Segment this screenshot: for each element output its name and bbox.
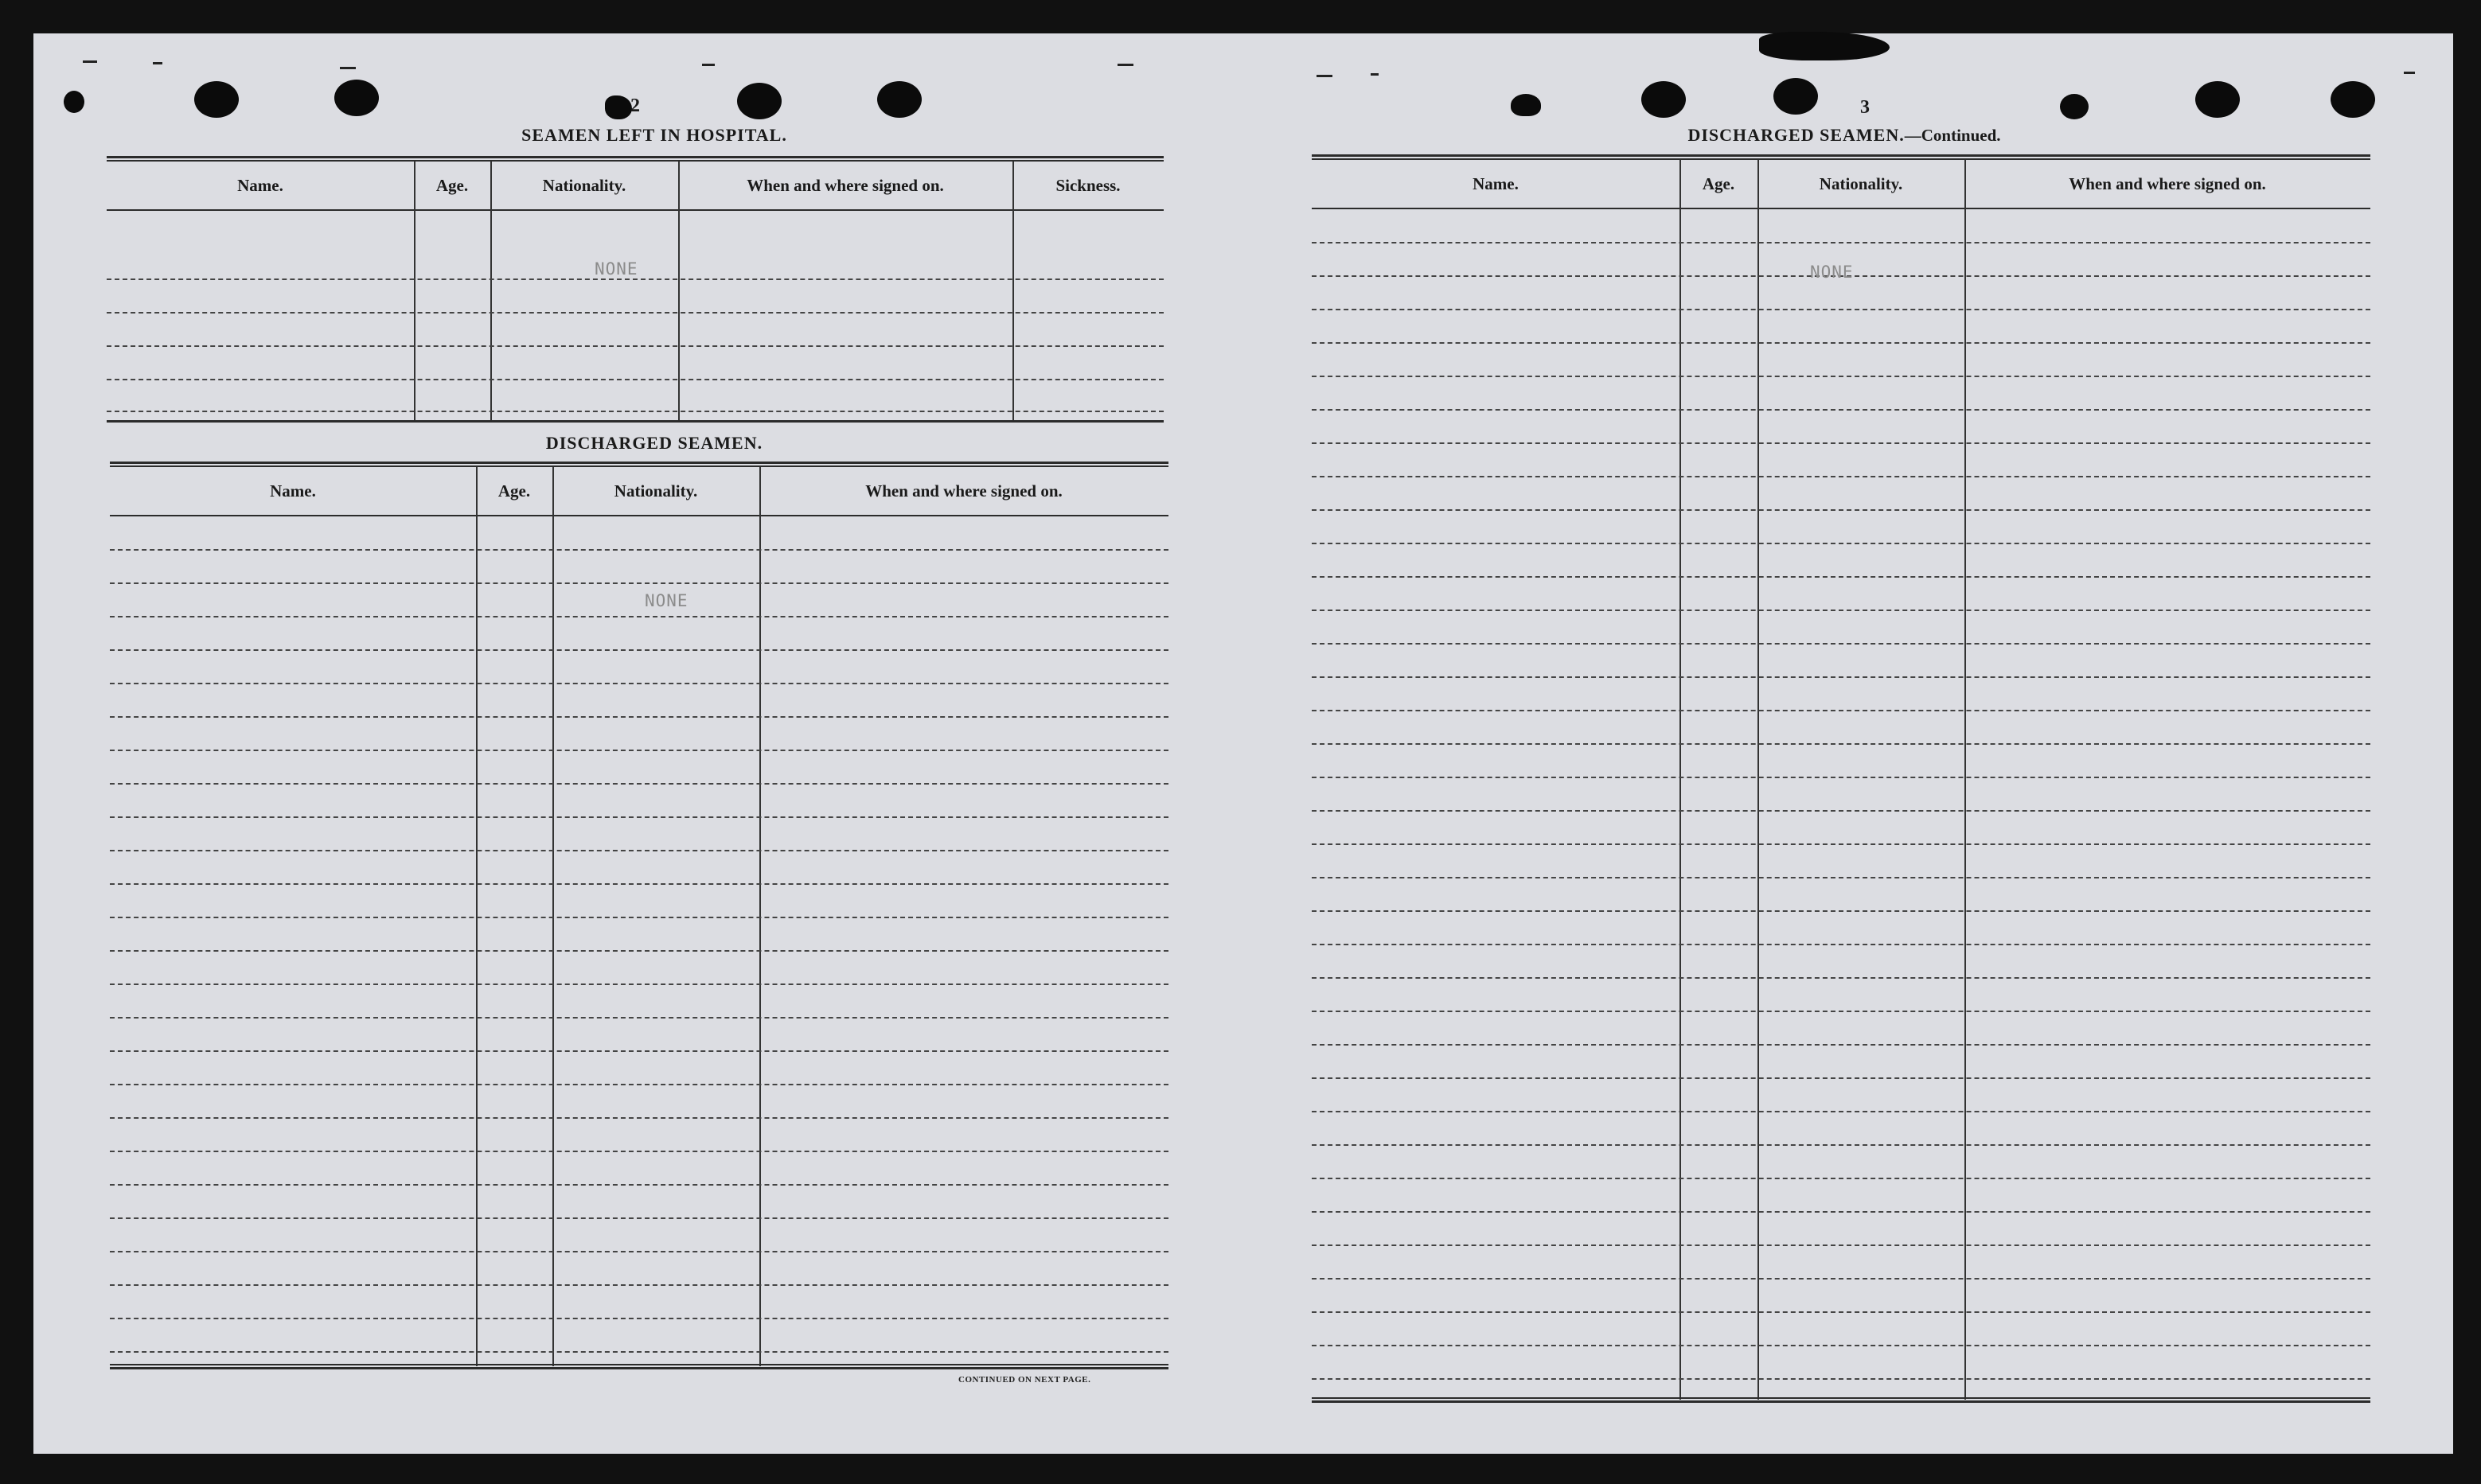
- col-header-name: Name.: [237, 175, 283, 195]
- punch-hole: [1641, 81, 1686, 118]
- page-number: 2: [630, 95, 640, 116]
- torn-edge-stain: [1759, 32, 1890, 60]
- right-page: [1259, 33, 2453, 1454]
- ink-speck: [702, 64, 715, 66]
- hospital-table: [107, 156, 1164, 458]
- ink-speck: [153, 62, 162, 64]
- page-number: 3: [1860, 97, 1870, 118]
- ink-blot: [605, 95, 632, 119]
- punch-hole: [877, 81, 922, 118]
- ink-speck: [1317, 75, 1332, 77]
- col-header-nationality: Nationality.: [542, 175, 626, 195]
- hospital-section-title: SEAMEN LEFT IN HOSPITAL.: [521, 125, 787, 145]
- ink-speck: [1371, 73, 1379, 76]
- col-header-signed-on: When and where signed on.: [2069, 173, 2266, 193]
- col-header-nationality: Nationality.: [1819, 173, 1903, 193]
- punch-hole: [1773, 78, 1818, 115]
- col-header-age: Age.: [497, 481, 531, 501]
- discharged-continued-table: [1312, 154, 2370, 1412]
- col-header-age: Age.: [435, 175, 469, 195]
- col-header-sickness: Sickness.: [1055, 175, 1121, 195]
- ink-blot: [1511, 94, 1541, 116]
- ink-speck: [83, 60, 97, 63]
- title-suffix: —Continued.: [1904, 126, 2001, 145]
- ink-speck: [2404, 72, 2415, 74]
- punch-hole: [64, 91, 84, 113]
- col-header-signed-on: When and where signed on.: [747, 175, 944, 195]
- discharged-continued-nationality-entry: NONE: [1810, 263, 1854, 282]
- discharged-nationality-entry: NONE: [645, 591, 689, 610]
- punch-hole: [2195, 81, 2240, 118]
- hospital-nationality-entry: NONE: [595, 259, 638, 278]
- ink-speck: [1118, 64, 1133, 66]
- ledger-paper: [33, 33, 2453, 1454]
- col-header-signed-on: When and where signed on.: [865, 481, 1063, 501]
- discharged-table: [110, 462, 1168, 1408]
- col-header-age: Age.: [1702, 173, 1735, 193]
- left-page: [33, 33, 1259, 1454]
- col-header-nationality: Nationality.: [614, 481, 698, 501]
- punch-hole: [194, 81, 239, 118]
- ink-speck: [340, 67, 356, 69]
- continued-note: CONTINUED ON NEXT PAGE.: [958, 1375, 1091, 1385]
- discharged-continued-title: [1299, 125, 2389, 146]
- ink-blot: [2060, 94, 2089, 119]
- punch-hole: [737, 83, 782, 119]
- punch-hole: [334, 80, 379, 116]
- punch-hole: [2331, 81, 2375, 118]
- title-main: DISCHARGED SEAMEN.: [1687, 125, 1905, 145]
- col-header-name: Name.: [270, 481, 316, 501]
- discharged-section-title: DISCHARGED SEAMEN.: [545, 433, 763, 453]
- col-header-name: Name.: [1473, 173, 1519, 193]
